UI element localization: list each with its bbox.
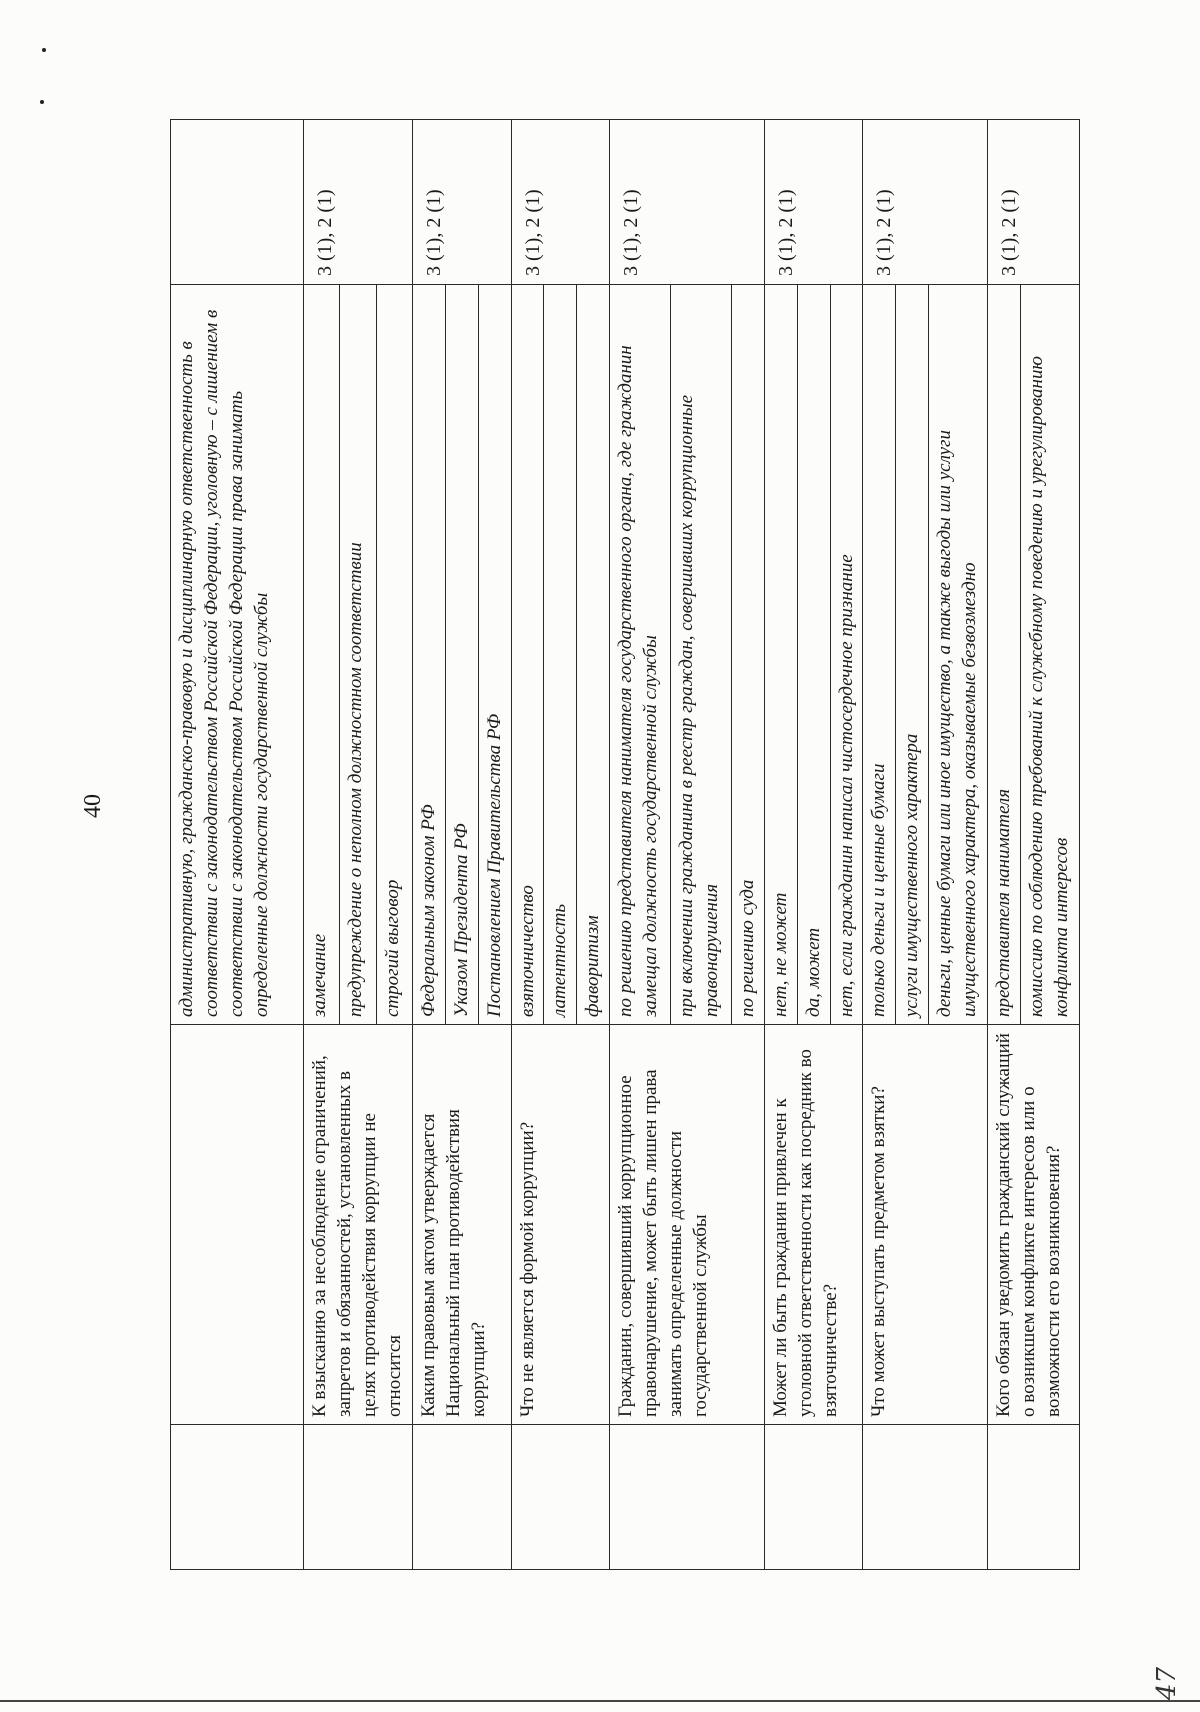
- question-cell: Гражданин, совершивший коррупционное правонарушение, может быть лишен права занимать определенные должности государственной службы: [609, 1025, 764, 1425]
- answer-cell: Постановлением Правительства РФ: [478, 285, 511, 1025]
- answer-cell: комиссию по соблюдению требований к служебному поведению и урегулированию конфликта интересов: [1020, 285, 1079, 1025]
- rotated-question-table: [170, 120, 1080, 1570]
- points-cell: 3 (1), 2 (1): [609, 120, 764, 285]
- points-cell: 3 (1), 2 (1): [511, 120, 609, 285]
- answer-cell: нет, если гражданин написал чистосердечное признание: [830, 285, 863, 1025]
- answer-cell: строгий выговор: [376, 285, 413, 1025]
- answer-cell: при включении гражданина в реестр граждан, совершивших коррупционные правонарушения: [671, 285, 732, 1025]
- table-row: [413, 120, 446, 1570]
- table-row: [765, 120, 798, 1570]
- answer-cell: представителя нанимателя: [987, 285, 1020, 1025]
- answer-cell: замечание: [303, 285, 340, 1025]
- row-number-cell: [413, 1425, 511, 1570]
- points-cell: 3 (1), 2 (1): [863, 120, 988, 285]
- row-number-cell: [171, 1425, 304, 1570]
- answer-cell: предупреждение о неполном должностном соответствии: [340, 285, 377, 1025]
- table-row: [511, 120, 544, 1570]
- answer-cell: фаворитизм: [577, 285, 610, 1025]
- points-cell: 3 (1), 2 (1): [413, 120, 511, 285]
- table-row: [987, 120, 1020, 1570]
- row-number-cell: [511, 1425, 609, 1570]
- question-cell: Может ли быть гражданин привлечен к уголовной ответственности как посредник во взяточничестве?: [765, 1025, 863, 1425]
- table-row: [609, 120, 670, 1570]
- handwritten-page-mark: 47: [1152, 1666, 1182, 1700]
- answer-cell: латентность: [544, 285, 577, 1025]
- answer-cell: административную, гражданско-правовую и дисциплинарную ответственность в соответствии с законодательством Российской Федерации, уголовную – с лишением в соответствии с законодательством Российской Федерации права занимать определенные должности государственной службы: [171, 285, 304, 1025]
- points-cell: [171, 120, 304, 285]
- question-cell: [171, 1025, 304, 1425]
- answer-cell: по решению суда: [732, 285, 765, 1025]
- question-table: [170, 119, 1080, 1570]
- table-row: [863, 120, 896, 1570]
- answer-cell: Указом Президента РФ: [446, 285, 479, 1025]
- row-number-cell: [609, 1425, 764, 1570]
- table-row: [171, 120, 304, 1570]
- question-cell: Что может выступать предметом взятки?: [863, 1025, 988, 1425]
- answer-cell: Федеральным законом РФ: [413, 285, 446, 1025]
- answer-cell: да, может: [797, 285, 830, 1025]
- answer-cell: по решению представителя нанимателя государственного органа, где гражданин замещал должность государственной службы: [609, 285, 670, 1025]
- question-cell: Кого обязан уведомить гражданский служащий о возникшем конфликте интересов или о возможности его возникновения?: [987, 1025, 1079, 1425]
- row-number-cell: [987, 1425, 1079, 1570]
- question-cell: Каким правовым актом утверждается Национальный план противодействия коррупции?: [413, 1025, 511, 1425]
- row-number-cell: [863, 1425, 988, 1570]
- answer-cell: услуги имущественного характера: [896, 285, 929, 1025]
- points-cell: 3 (1), 2 (1): [987, 120, 1079, 285]
- answer-cell: нет, не может: [765, 285, 798, 1025]
- scan-speck: [42, 48, 46, 52]
- points-cell: 3 (1), 2 (1): [765, 120, 863, 285]
- answer-cell: только деньги и ценные бумаги: [863, 285, 896, 1025]
- question-cell: Что не является формой коррупции?: [511, 1025, 609, 1425]
- table-row: [303, 120, 340, 1570]
- page-number: 40: [80, 794, 106, 818]
- row-number-cell: [765, 1425, 863, 1570]
- points-cell: 3 (1), 2 (1): [303, 120, 413, 285]
- answer-cell: деньги, ценные бумаги или иное имущество, а также выгоды или услуги имущественного характера, оказываемые безвозмездно: [928, 285, 987, 1025]
- row-number-cell: [303, 1425, 413, 1570]
- answer-cell: взяточничество: [511, 285, 544, 1025]
- scan-edge-line: [0, 1700, 1200, 1702]
- question-cell: К взысканию за несоблюдение ограничений, запретов и обязанностей, установленных в целях противодействия коррупции не относится: [303, 1025, 413, 1425]
- scan-speck: [40, 100, 44, 104]
